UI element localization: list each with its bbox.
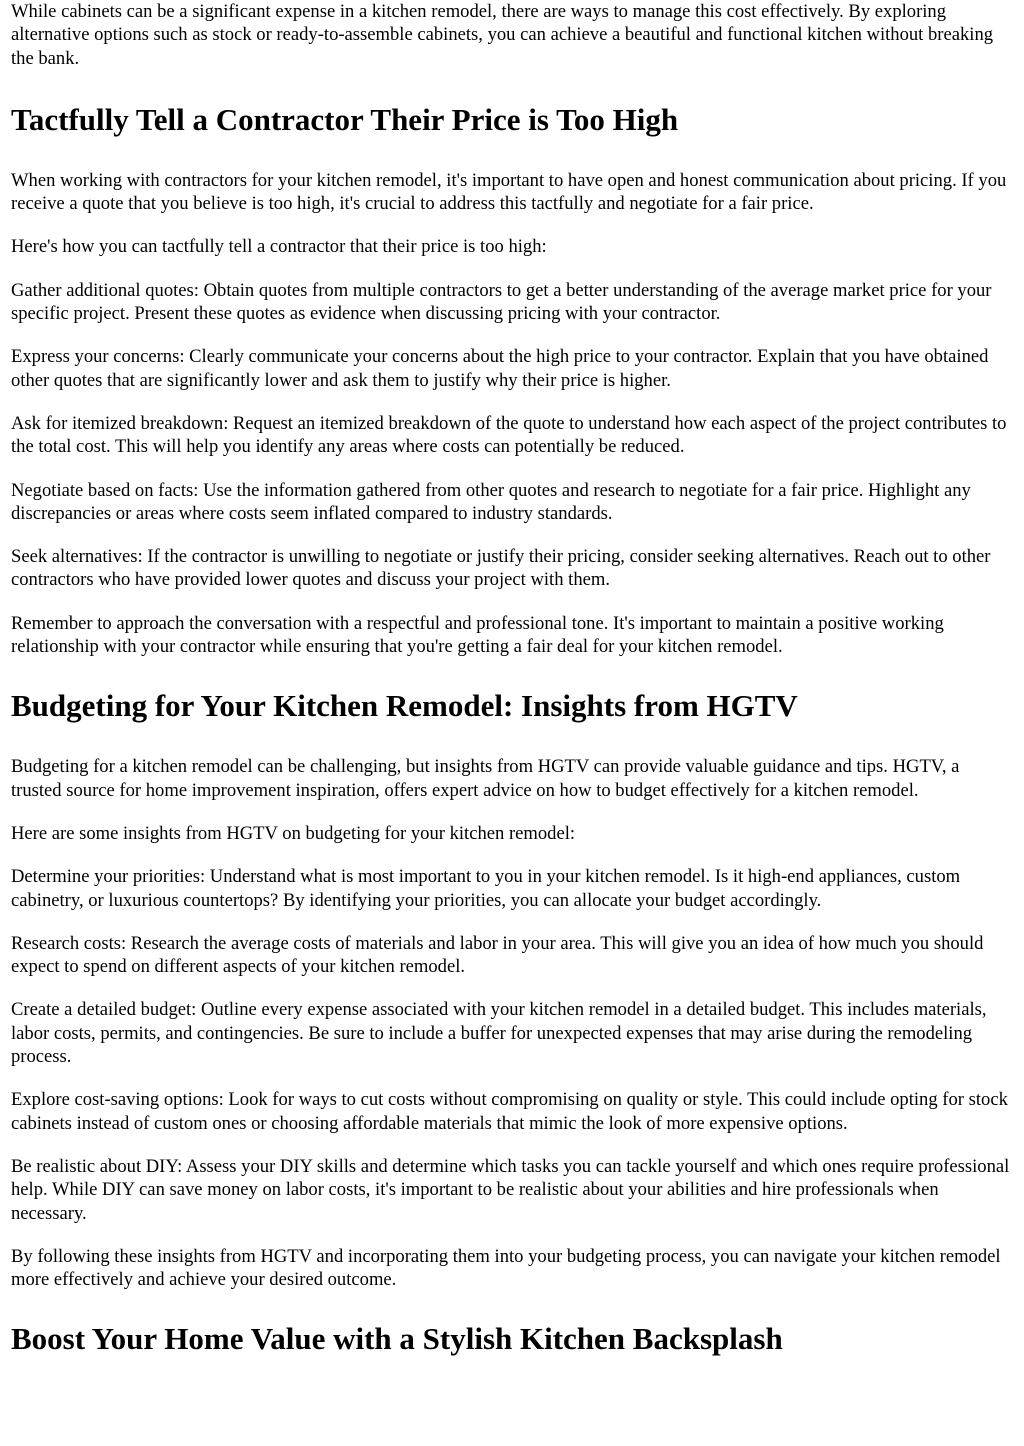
backsplash-heading: Boost Your Home Value with a Stylish Kitchen Backsplash xyxy=(11,1321,783,1357)
hgtv-paragraph-8: By following these insights from HGTV and incorporating them into your budgeting process, you can navigate your kitchen remodel more effectively and achieve your desired outcome. xyxy=(11,1245,1001,1291)
hgtv-paragraph-1: Budgeting for a kitchen remodel can be challenging, but insights from HGTV can provide valuable guidance and tips. HGTV, a trusted source for home improvement inspiration, offers expert advice on how to budget effectively for a kitchen remodel. xyxy=(11,756,960,801)
contractor-paragraph-1: When working with contractors for your kitchen remodel, it's important to have open and honest communication about pricing. If you receive a quote that you believe is too high, it's crucial to address this tactfully and negotiate for a fair price. xyxy=(11,169,1007,215)
contractor-paragraph-8: Remember to approach the conversation with a respectful and professional tone. It's important to maintain a positive working relationship with your contractor while ensuring that you're getting a fair deal for your kitchen remodel. xyxy=(11,612,944,658)
contractor-paragraph-5: Ask for itemized breakdown: Request an itemized breakdown of the quote to understand how each aspect of the project contributes to the total cost. This will help you identify any areas where costs can potentially be reduced. xyxy=(11,412,1007,458)
hgtv-heading: Budgeting for Your Kitchen Remodel: Insights from HGTV xyxy=(11,688,798,724)
hgtv-paragraph-2: Here are some insights from HGTV on budgeting for your kitchen remodel: xyxy=(11,822,576,844)
hgtv-paragraph-6: Explore cost-saving options: Look for ways to cut costs without compromising on quality or style. This could include opting for stock cabinets instead of custom ones or choosing affordable materials that mimic the look of more expensive options. xyxy=(11,1089,1008,1134)
intro-paragraph: While cabinets can be a significant expense in a kitchen remodel, there are ways to manage this cost effectively. By exploring alternative options such as stock or ready-to-assemble cabinets, you can achieve a beautiful and functional kitchen without breaking the bank. xyxy=(11,1,994,69)
contractor-paragraph-6: Negotiate based on facts: Use the information gathered from other quotes and research to negotiate for a fair price. Highlight any discrepancies or areas where costs seem inflated compared to industry standards. xyxy=(11,479,971,524)
hgtv-paragraph-5: Create a detailed budget: Outline every expense associated with your kitchen remodel in a detailed budget. This includes materials, labor costs, permits, and contingencies. Be sure to include a buffer for unexpected expenses that may arise during the remodeling process. xyxy=(11,999,987,1068)
contractor-paragraph-2: Here's how you can tactfully tell a contractor that their price is too high: xyxy=(11,236,547,258)
contractor-paragraph-7: Seek alternatives: If the contractor is unwilling to negotiate or justify their pricing, consider seeking alternatives. Reach out to other contractors who have provided lower quotes and discuss your project with them. xyxy=(11,546,991,591)
contractor-paragraph-4: Express your concerns: Clearly communicate your concerns about the high price to your contractor. Explain that you have obtained other quotes that are significantly lower and ask them to justify why their price is higher. xyxy=(11,346,989,391)
hgtv-paragraph-7: Be realistic about DIY: Assess your DIY skills and determine which tasks you can tackle yourself and which ones require professional help. While DIY can save money on labor costs, it's important to be realistic about your abilities and hire professionals when necessary. xyxy=(11,1155,1010,1224)
hgtv-paragraph-4: Research costs: Research the average costs of materials and labor in your area. This will give you an idea of how much you should expect to spend on different aspects of your kitchen remodel. xyxy=(11,932,984,978)
contractor-heading: Tactfully Tell a Contractor Their Price is Too High xyxy=(11,101,679,137)
hgtv-paragraph-3: Determine your priorities: Understand what is most important to you in your kitchen remodel. Is it high-end appliances, custom cabinetry, or luxurious countertops? By identifying your priorities, you can allocate your budget accordingly. xyxy=(11,866,961,911)
contractor-paragraph-3: Gather additional quotes: Obtain quotes from multiple contractors to get a better understanding of the average market price for your specific project. Present these quotes as evidence when discussing pricing with your contractor. xyxy=(11,279,992,325)
